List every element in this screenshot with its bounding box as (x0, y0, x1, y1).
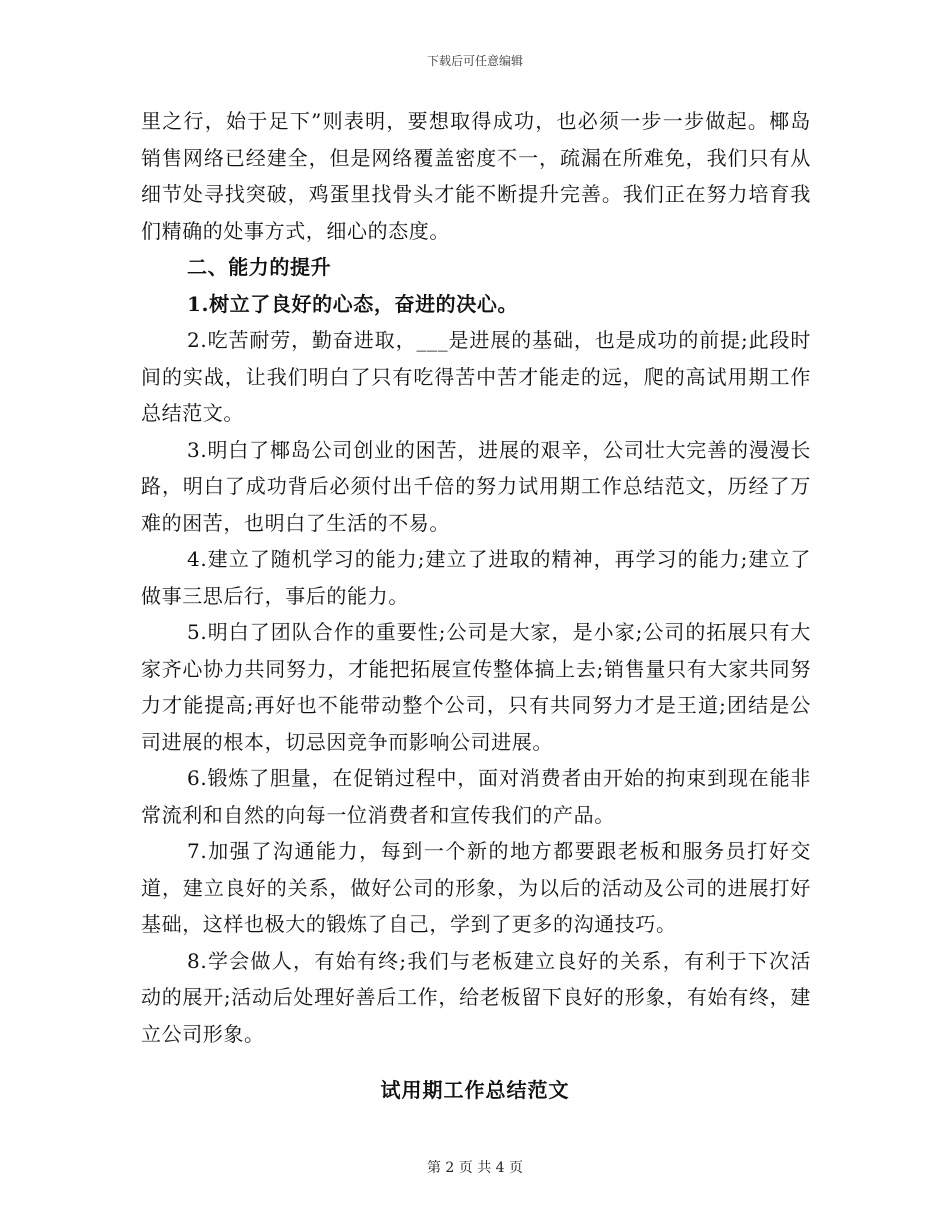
list-item-6: 6.锻炼了胆量，在促销过程中，面对消费者由开始的拘束到现在能非常流利和自然的向每一位消费者和宣传我们的产品。 (141, 766, 811, 827)
document-body (141, 103, 811, 1052)
list-item-5: 5.明白了团队合作的重要性;公司是大家，是小家;公司的拓展只有大家齐心协力共同努力，才能把拓展宣传整体搞上去;销售量只有大家共同努力才能提高;再好也不能带动整个公司，只有共同努力才是王道;团结是公司进展的根本，切忌因竞争而影响公司进展。 (141, 620, 811, 754)
list-item-8: 8.学会做人，有始有终;我们与老板建立良好的关系，有利于下次活动的展开;活动后处理好善后工作，给老板留下良好的形象，有始有终，建立公司形象。 (141, 948, 811, 1046)
list-item-1: 1.树立了良好的心态，奋进的决心。 (187, 291, 519, 316)
section-heading: 二、能力的提升 (187, 255, 332, 279)
list-item-4: 4.建立了随机学习的能力;建立了进取的精神，再学习的能力;建立了做事三思后行，事后的能力。 (141, 547, 811, 608)
list-item-3: 3.明白了椰岛公司创业的困苦，进展的艰辛，公司壮大完善的漫漫长路，明白了成功背后必须付出千倍的努力试用期工作总结范文，历经了万难的困苦，也明白了生活的不易。 (141, 437, 811, 535)
list-item-2: 2.吃苦耐劳，勤奋进取，___是进展的基础，也是成功的前提;此段时间的实战，让我们明白了只有吃得苦中苦才能走的远，爬的高试用期工作总结范文。 (141, 328, 811, 425)
document-title: 试用期工作总结范文 (380, 1078, 570, 1102)
list-item-7: 7.加强了沟通能力，每到一个新的地方都要跟老板和服务员打好交道，建立良好的关系，做好公司的形象，为以后的活动及公司的进展打好基础，这样也极大的锻炼了自己，学到了更多的沟通技巧。 (141, 839, 811, 936)
page-footer: 第 2 页 共 4 页 (426, 1160, 524, 1176)
page-header: 下载后可任意编辑 (426, 54, 523, 68)
paragraph-continuation: 里之行，始于足下”则表明，要想取得成功，也必须一步一步做起。椰岛销售网络已经建全，但是网络覆盖密度不一，疏漏在所难免，我们只有从细节处寻找突破，鸡蛋里找骨头才能不断提升完善。我们正在努力培育我们精确的处事方式，细心的态度。 (141, 109, 811, 243)
